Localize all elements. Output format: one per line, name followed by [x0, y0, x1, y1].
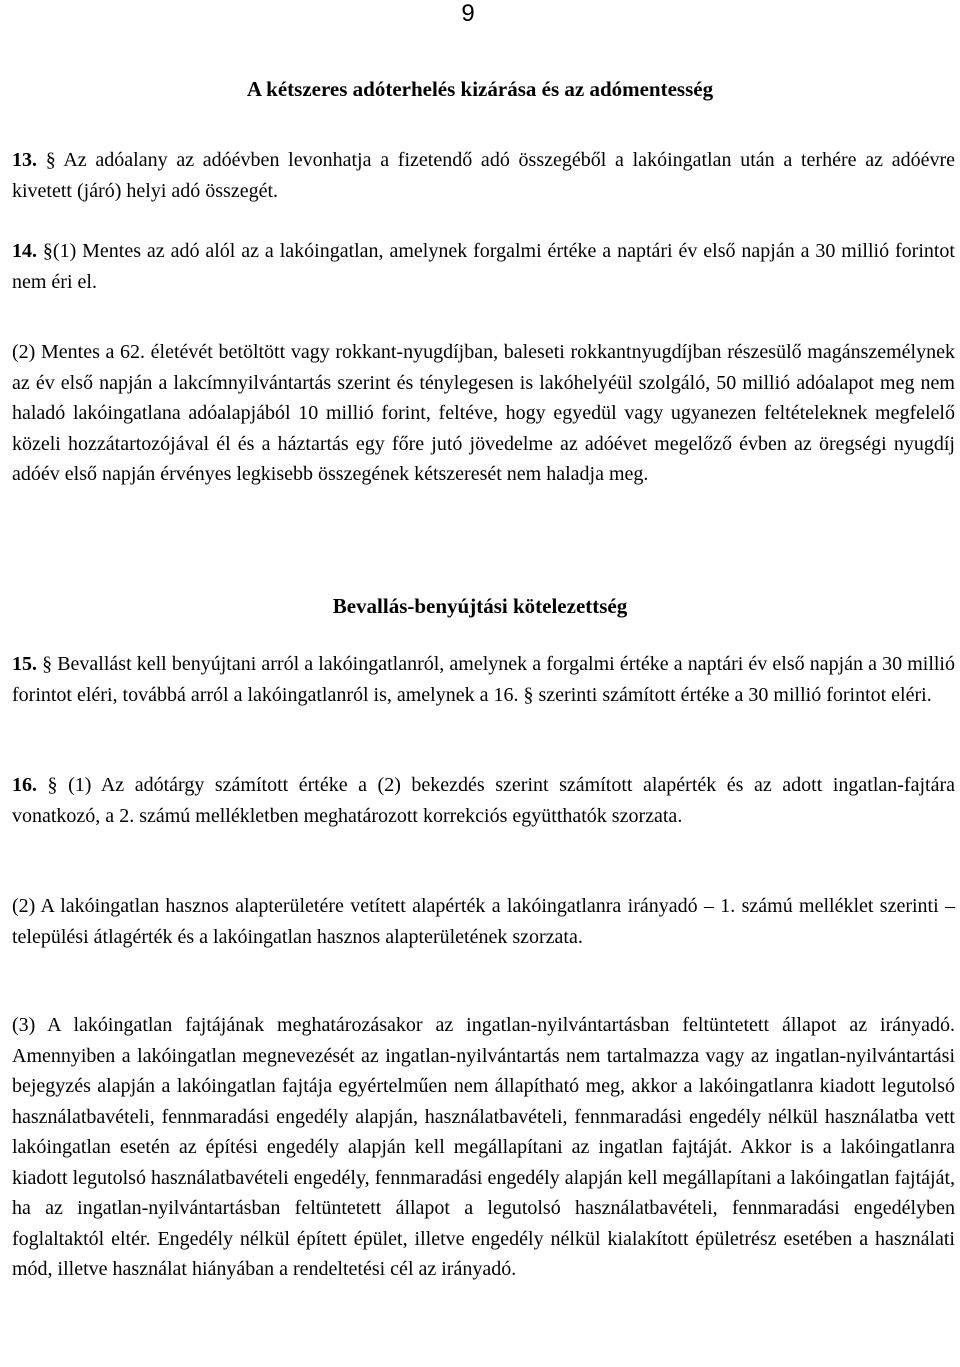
paragraph-16-number: 16. [12, 774, 37, 796]
paragraph-14-1 [12, 236, 955, 297]
paragraph-16-1 [12, 770, 955, 831]
paragraph-14-1-text: §(1) Mentes az adó alól az a lakóingatlan, amelynek forgalmi értéke a naptári év első napján a 30 millió forintot nem éri el. [12, 240, 955, 293]
paragraph-15 [12, 649, 955, 710]
paragraph-16-1-text: § (1) Az adótárgy számított értéke a (2) bekezdés szerint számított alapérték és az adott ingatlan-fajtára vonatkozó, a 2. számú mellékletben meghatározott korrekciós együtthatók szorzata. [12, 774, 955, 827]
paragraph-15-number: 15. [12, 653, 37, 675]
paragraph-15-text: § Bevallást kell benyújtani arról a lakóingatlanról, amelynek a forgalmi értéke a naptári év első napján a 30 millió forintot eléri, továbbá arról a lakóingatlanról is, amelynek a 16. § szerinti számított értéke a 30 millió forintot eléri. [12, 653, 955, 706]
paragraph-16-2: (2) A lakóingatlan hasznos alapterületére vetített alapérték a lakóingatlanra irányadó – 1. számú melléklet szerinti – települési átlagérték és a lakóingatlan hasznos alapterületének szorzata. [12, 895, 955, 948]
paragraph-14-2: (2) Mentes a 62. életévét betöltött vagy rokkant-nyugdíjban, baleseti rokkantnyugdíjban részesülő magánszemélynek az év első napján a lakcímnyilvántartás szerint és ténylegesen is lakóhelyéül szolgáló, 50 millió adóalapot meg nem haladó lakóingatlana adóalapjából 10 millió forint, feltéve, hogy egyedül vagy ugyanezen feltételeknek megfelelő közeli hozzátartozójával él és a háztartás egy főre jutó jövedelme az adóévet megelőző évben az öregségi nyugdíj adóév első napján érvényes legkisebb összegének kétszeresét nem haladja meg. [12, 341, 955, 485]
paragraph-13-number: 13. [12, 149, 37, 171]
paragraph-14-number: 14. [12, 240, 37, 262]
section-heading-exemption: A kétszeres adóterhelés kizárása és az adómentesség [246, 77, 714, 101]
section-heading-filing: Bevallás-benyújtási kötelezettség [332, 594, 628, 618]
paragraph-16-3: (3) A lakóingatlan fajtájának meghatározásakor az ingatlan-nyilvántartásban feltüntetett állapot az irányadó. Amennyiben a lakóingatlan megnevezését az ingatlan-nyilvántartás nem tartalmazza vagy az ingatlan-nyilvántartási bejegyzés alapján a lakóingatlan fajtája egyértelműen nem állapítható meg, akkor a lakóingatlanra kiadott legutolsó használatbavételi, fennmaradási engedély alapján, használatbavételi, fennmaradási engedély nélkül használatba vett lakóingatlan esetén az építési engedély alapján kell megállapítani az ingatlan fajtáját. Akkor is a lakóingatlanra kiadott legutolsó használatbavételi engedély, fennmaradási engedély alapján kell megállapítani a lakóingatlan fajtáját, ha az ingatlan-nyilvántartásban feltüntetett állapot a legutolsó használatbavételi, fennmaradási engedélyben foglaltaktól eltér. Engedély nélkül épített épület, illetve engedély nélkül kialakított épületrész esetében a használati mód, illetve használat hiányában a rendeltetési cél az irányadó. [12, 1014, 955, 1280]
paragraph-13-text: § Az adóalany az adóévben levonhatja a fizetendő adó összegéből a lakóingatlan után a terhére az adóévre kivetett (járó) helyi adó összegét. [12, 149, 955, 202]
paragraph-13 [12, 145, 955, 206]
page-number: 9 [461, 0, 475, 27]
